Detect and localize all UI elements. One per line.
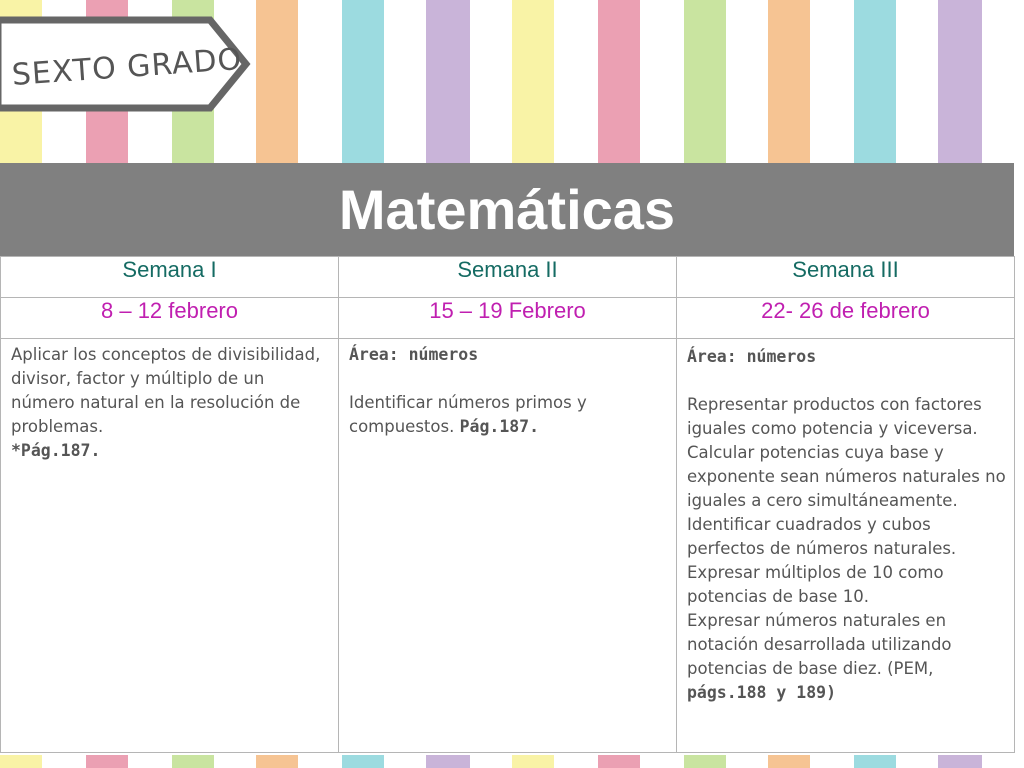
activity-text: Aplicar los conceptos de divisibilidad, divisor, factor y múltiplo de un número natural en la resolución de problemas. <box>11 345 321 436</box>
content-text-3 <box>677 339 1014 705</box>
date-cell <box>339 298 677 339</box>
content-text-2 <box>339 339 676 439</box>
title-bar <box>0 163 1014 256</box>
page-reference: *Pág.187. <box>11 441 101 460</box>
content-cell-week-3 <box>677 339 1015 753</box>
week-header-cell <box>339 257 677 298</box>
week-label-1: Semana I <box>122 257 217 282</box>
week-label-2: Semana II <box>457 257 558 282</box>
date-cell <box>1 298 339 339</box>
content-row <box>1 339 1015 753</box>
bottom-stripes <box>0 755 1024 768</box>
grade-label: SEXTO GRADO <box>10 41 244 93</box>
page-title: Matemáticas <box>338 178 676 241</box>
date-label-3: 22- 26 de febrero <box>761 298 930 323</box>
activity-text: Representar productos con factores iguales como potencia y viceversa. Calcular potencias cuya base y exponente sean números naturales no iguales a cero simultáneamente. Identificar cuadrados y cubos perfectos de números naturales. Expresar múltiplos de 10 como potencias de base 10. Expresar números naturales en notación desarrollada utilizando potencias de base diez. (PEM, <box>687 395 1006 678</box>
week-header-row <box>1 257 1015 298</box>
grade-tag <box>0 14 254 114</box>
week-label-3: Semana III <box>792 257 899 282</box>
area-label: Área: números <box>349 345 479 364</box>
date-row <box>1 298 1015 339</box>
page-reference: págs.188 y 189) <box>687 683 837 702</box>
page-reference: Pág.187. <box>459 417 540 436</box>
schedule-panel <box>0 163 1014 755</box>
date-label-2: 15 – 19 Febrero <box>429 298 586 323</box>
week-header-cell <box>1 257 339 298</box>
content-cell-week-2 <box>339 339 677 753</box>
content-cell-week-1 <box>1 339 339 753</box>
area-label: Área: números <box>687 347 817 366</box>
date-cell <box>677 298 1015 339</box>
content-text-1 <box>1 339 338 463</box>
date-label-1: 8 – 12 febrero <box>101 298 238 323</box>
activity-text: Identificar números primos y compuestos. <box>349 393 587 436</box>
schedule-table <box>0 256 1015 753</box>
week-header-cell <box>677 257 1015 298</box>
